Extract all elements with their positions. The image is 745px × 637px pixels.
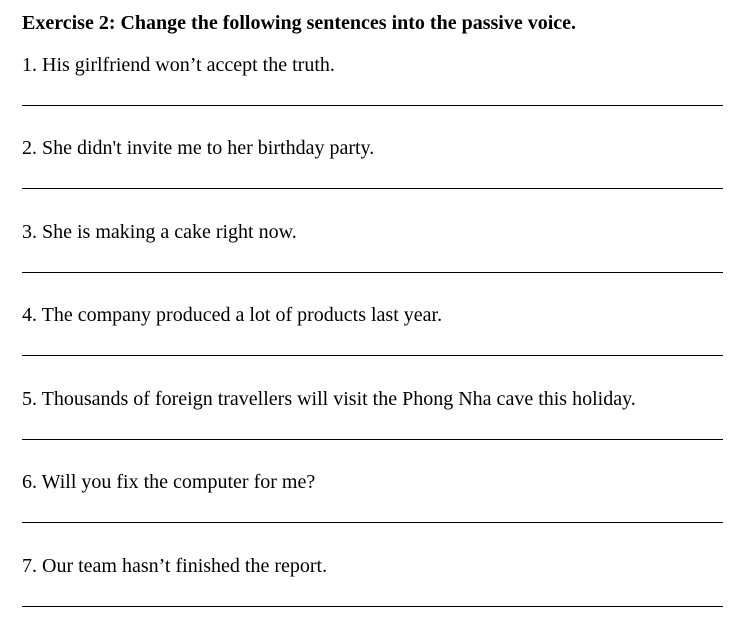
exercise-item-4 xyxy=(22,302,723,362)
exercise-item-7 xyxy=(22,553,723,613)
exercise-item-1 xyxy=(22,52,723,112)
sentence-2: 2. She didn't invite me to her birthday party. xyxy=(22,137,375,159)
exercise-item-3 xyxy=(22,219,723,279)
exercise-title: Exercise 2: Change the following sentences into the passive voice. xyxy=(22,12,577,34)
sentence-1: 1. His girlfriend won’t accept the truth. xyxy=(22,54,335,76)
answer-line-3[interactable] xyxy=(22,272,723,273)
exercise-item-6 xyxy=(22,469,723,529)
sentence-3: 3. She is making a cake right now. xyxy=(22,221,297,243)
sentence-6: 6. Will you fix the computer for me? xyxy=(22,471,316,493)
answer-line-7[interactable] xyxy=(22,606,723,607)
answer-line-6[interactable] xyxy=(22,522,723,523)
exercise-item-5 xyxy=(22,386,723,446)
answer-line-1[interactable] xyxy=(22,105,723,106)
answer-line-4[interactable] xyxy=(22,355,723,356)
sentence-7: 7. Our team hasn’t finished the report. xyxy=(22,555,328,577)
answer-line-5[interactable] xyxy=(22,439,723,440)
exercise-item-2 xyxy=(22,135,723,195)
answer-line-2[interactable] xyxy=(22,188,723,189)
sentence-5: 5. Thousands of foreign travellers will visit the Phong Nha cave this holiday. xyxy=(22,388,636,410)
sentence-4: 4. The company produced a lot of products last year. xyxy=(22,304,443,326)
